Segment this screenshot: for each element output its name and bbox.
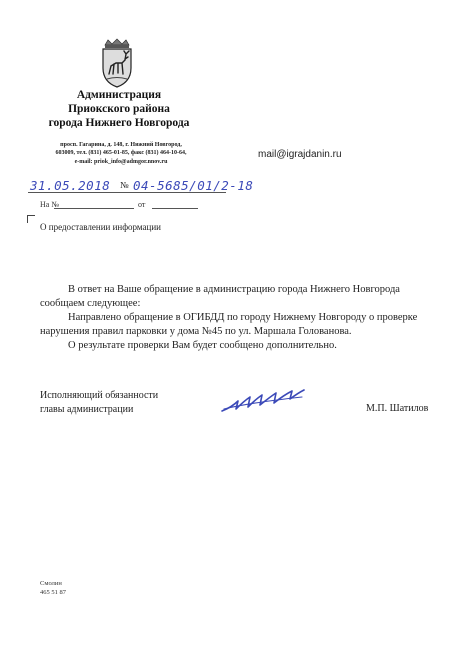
letter-subject: О предоставлении информации [40,222,161,232]
position-line-1: Исполняющий обязанности [40,390,159,401]
org-line-3: города Нижнего Новгорода [48,117,190,129]
reference-date-line [152,208,198,209]
executor-name: Смолин [40,580,62,587]
org-line-1: Администрация [76,89,162,101]
recipient-email: mail@igrajdanin.ru [258,149,342,160]
registration-date: 31.05.2018 [30,178,111,193]
handwritten-signature [218,385,308,419]
executor-info [40,579,66,597]
registration-number: 04-5685/01/2-18 [133,178,254,193]
coat-of-arms-icon [96,38,138,88]
executor-phone: 465 51 87 [40,589,66,596]
registration-underline [28,192,226,193]
address-line-2: 603009, тел. (831) 465-01-85, факс (831) 464-10-64, [55,150,187,157]
subject-bracket [27,215,35,223]
address-line-3: e-mail: priok_info@admgor.nnov.ru [74,158,168,165]
address-line-1: просп. Гагарина, д. 148, г. Нижний Новгород, [60,142,182,148]
reference-number-line [54,208,134,209]
org-line-2: Приокского района [68,103,170,115]
organization-name [30,88,208,130]
body-paragraph-2: Направлено обращение в ОГИБДД по городу Нижнему Новгороду о проверке нарушения правил парковки у дома №45 по ул. Маршала Голованова. [40,312,418,337]
reference-date-label: от [138,200,146,209]
position-line-2: главы администрации [40,404,134,415]
body-paragraph-3: О результате проверки Вам будет сообщено дополнительно. [68,340,337,351]
registration-number-label: № [120,180,129,190]
signatory-name: М.П. Шатилов [366,403,429,414]
body-paragraph-1: В ответ на Ваше обращение в администрацию города Нижнего Новгорода сообщаем следующее: [40,284,400,309]
signatory-position [40,389,158,417]
organization-address [26,141,216,166]
reference-number-label: На № [40,200,59,209]
letter-body [40,283,440,353]
